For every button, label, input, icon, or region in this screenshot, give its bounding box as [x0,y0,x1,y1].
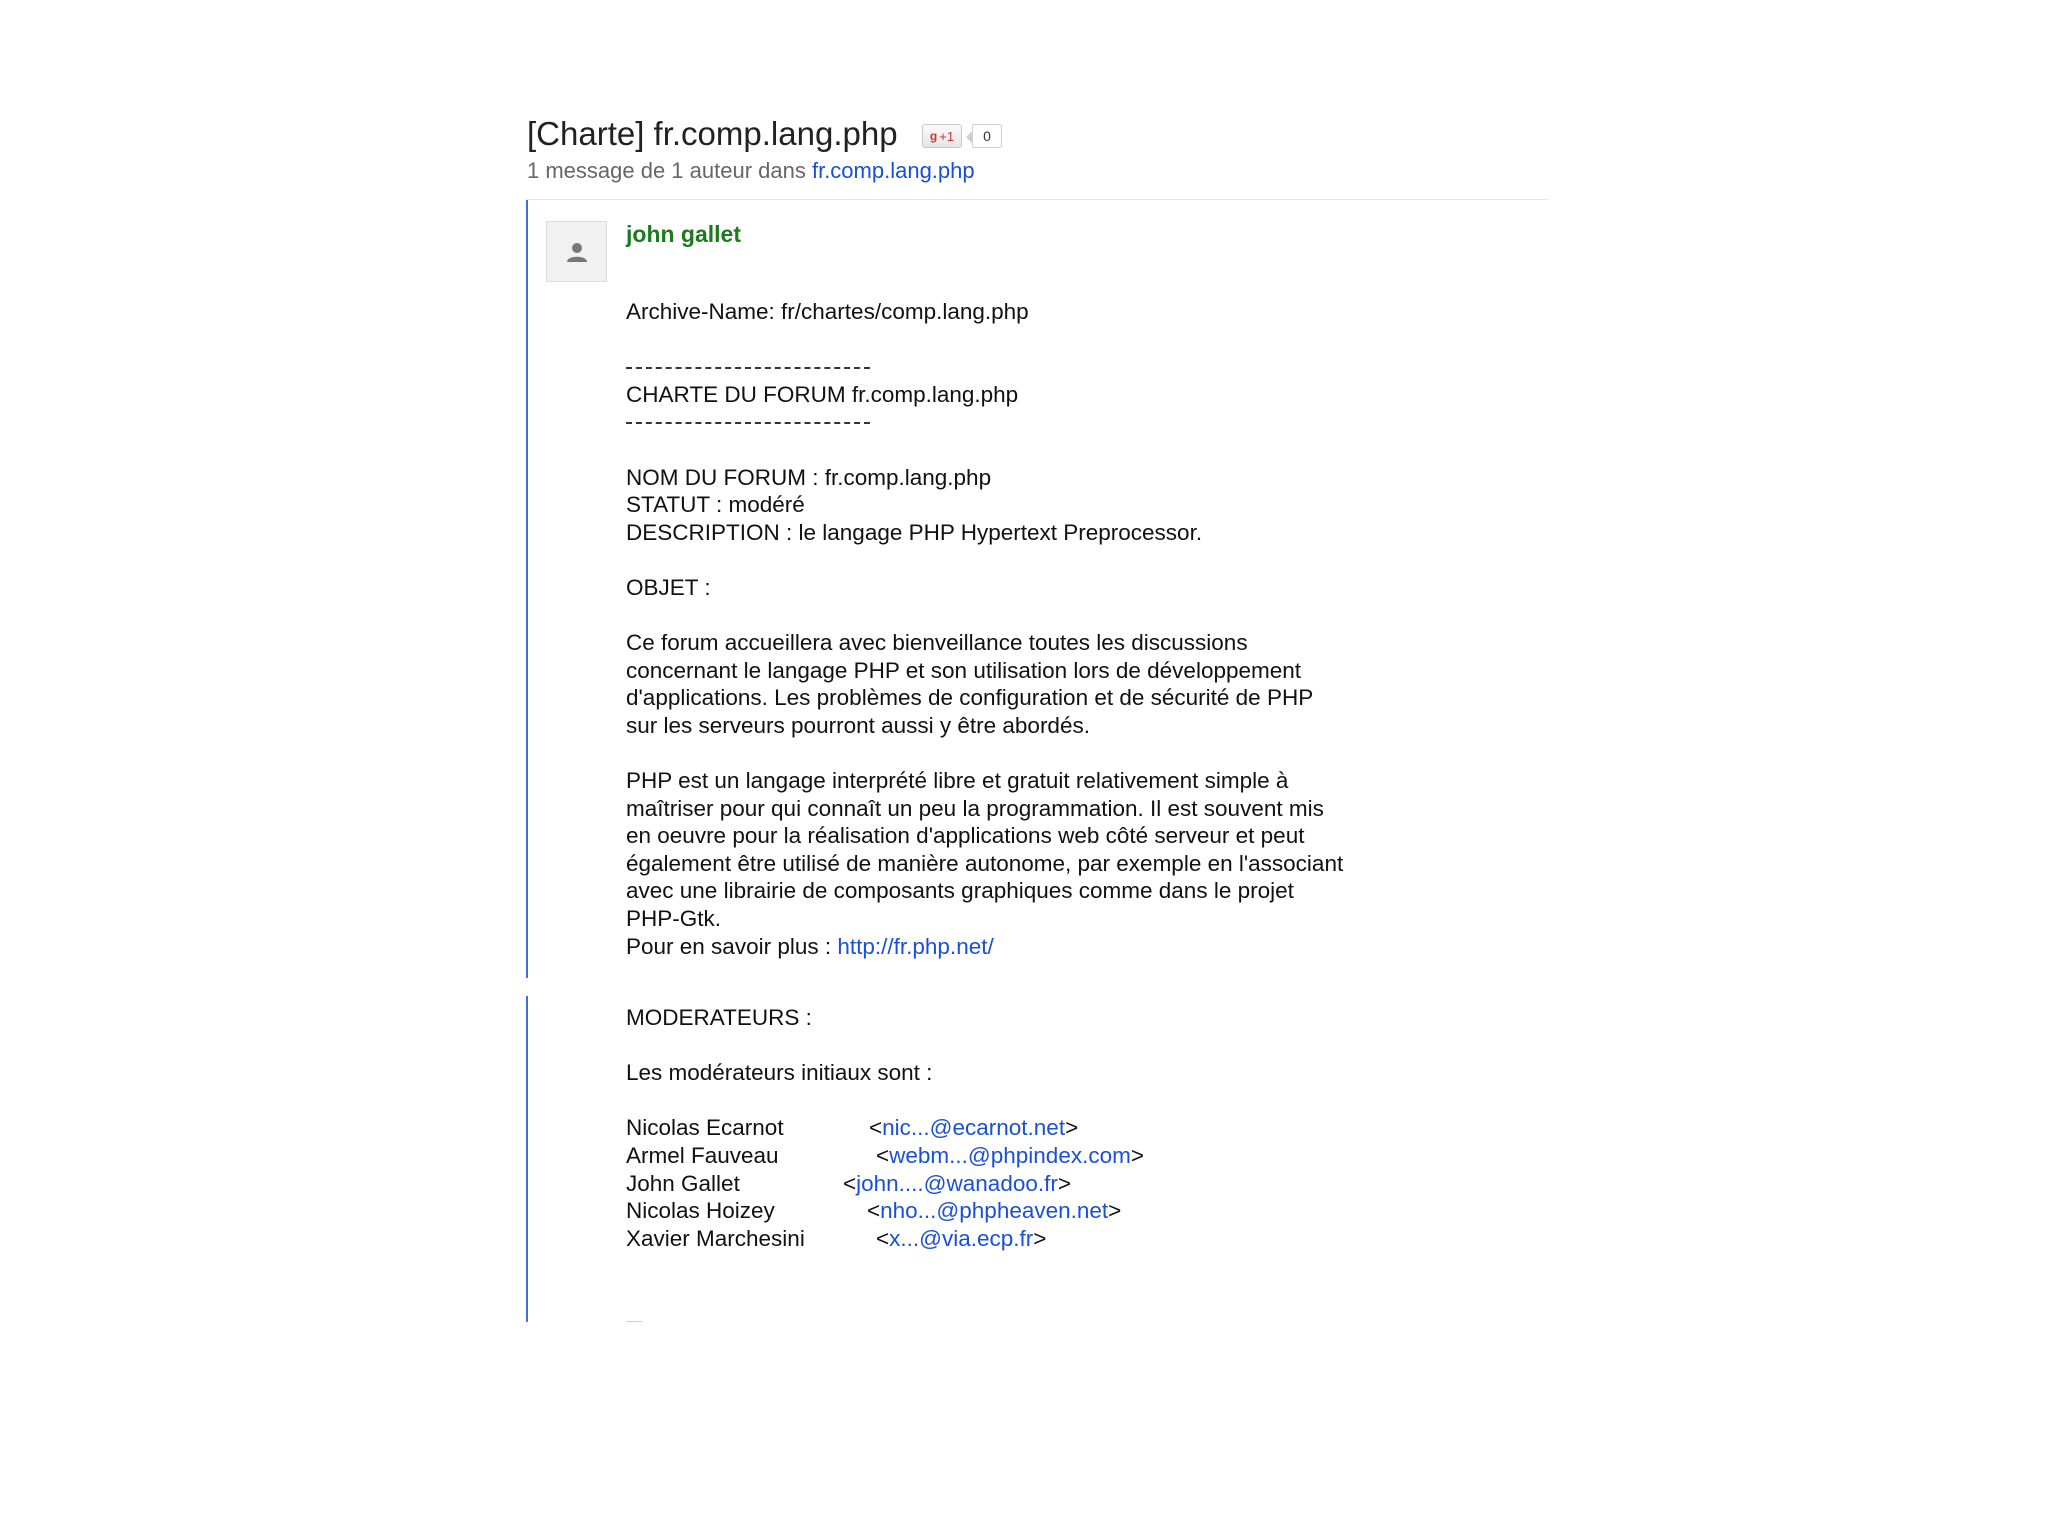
message-left-rule [526,200,528,978]
forum-name: NOM DU FORUM : fr.comp.lang.php [626,464,992,490]
moderator-name: Xavier Marchesini [626,1225,805,1251]
thread-meta-text: 1 message de 1 auteur dans [527,158,812,183]
moderator-email-link[interactable]: webm...@phpindex.com [889,1142,1131,1168]
charter-heading: CHARTE DU FORUM fr.comp.lang.php [626,381,1019,407]
moderator-email: <nho...@phpheaven.net> [867,1198,1122,1224]
moderator-name: Armel Fauveau [626,1142,779,1168]
forum-status: STATUT : modéré [626,492,805,518]
php-line: en oeuvre pour la réalisation d'applications web côté serveur et peut [626,823,1305,849]
moderator-row [626,1114,1079,1142]
dashed-rule-bottom [626,408,1343,436]
php-net-link[interactable]: http://fr.php.net/ [837,933,994,959]
message-left-rule-lower [526,996,528,1322]
plusone-widget [922,123,1002,149]
plusone-label: +1 [939,128,955,144]
moderator-name: Nicolas Hoizey [626,1198,775,1224]
moderator-row [626,1225,1047,1253]
php-line: PHP-Gtk. [626,906,722,932]
objet-line: sur les serveurs pourront aussi y être abordés. [626,712,1090,738]
forum-description: DESCRIPTION : le langage PHP Hypertext Preprocessor. [626,519,1203,545]
moderators-intro: Les modérateurs initiaux sont : [626,1060,933,1086]
more-info-prefix: Pour en savoir plus : [626,933,838,959]
more-info-line [626,933,1343,961]
objet-line: d'applications. Les problèmes de configuration et de sécurité de PHP [626,685,1314,711]
moderators-heading: MODERATEURS : [626,1005,812,1030]
moderator-row [626,1197,1122,1225]
php-line: maîtriser pour qui connaît un peu la programmation. Il est souvent mis [626,795,1324,821]
moderator-email: <webm...@phpindex.com> [876,1142,1144,1168]
moderator-email-link[interactable]: nho...@phpheaven.net [880,1198,1109,1224]
moderator-email: <john....@wanadoo.fr> [843,1170,1071,1196]
archive-name: Archive-Name: fr/chartes/comp.lang.php [626,299,1029,324]
author-name[interactable]: john gallet [626,221,741,247]
objet-line: concernant le langage PHP et son utilisation lors de développement [626,657,1302,683]
group-link[interactable]: fr.comp.lang.php [811,158,975,183]
header-divider [527,199,1548,200]
google-plus-icon: g [929,129,938,143]
thread-title: [Charte] fr.comp.lang.php [527,115,898,152]
moderator-email: <nic...@ecarnot.net> [869,1115,1079,1141]
thread-meta [527,158,975,184]
moderator-row [626,1170,1071,1198]
plusone-button[interactable] [922,124,962,148]
moderator-email-link[interactable]: x...@via.ecp.fr [889,1225,1034,1251]
objet-line: Ce forum accueillera avec bienveillance toutes les discussions [626,630,1248,656]
user-icon [565,240,589,264]
moderator-email-link[interactable]: nic...@ecarnot.net [882,1115,1066,1141]
dashed-rule-top [626,353,1343,381]
author-avatar[interactable] [546,221,607,282]
message-body [626,298,1343,960]
php-line: PHP est un langage interprété libre et gratuit relativement simple à [626,768,1289,794]
php-line: également être utilisé de manière autonome, par exemple en l'associant [626,850,1344,876]
moderator-email: <x...@via.ecp.fr> [876,1225,1047,1251]
objet-heading: OBJET : [626,574,711,600]
moderator-name: Nicolas Ecarnot [626,1115,784,1141]
moderator-row [626,1142,1144,1170]
truncated-divider [626,1321,642,1322]
moderators-section [626,1004,1144,1252]
php-line: avec une librairie de composants graphiques comme dans le projet [626,878,1294,904]
plusone-count: 0 [972,124,1002,148]
moderator-name: John Gallet [626,1170,740,1196]
moderator-email-link[interactable]: john....@wanadoo.fr [856,1170,1058,1196]
